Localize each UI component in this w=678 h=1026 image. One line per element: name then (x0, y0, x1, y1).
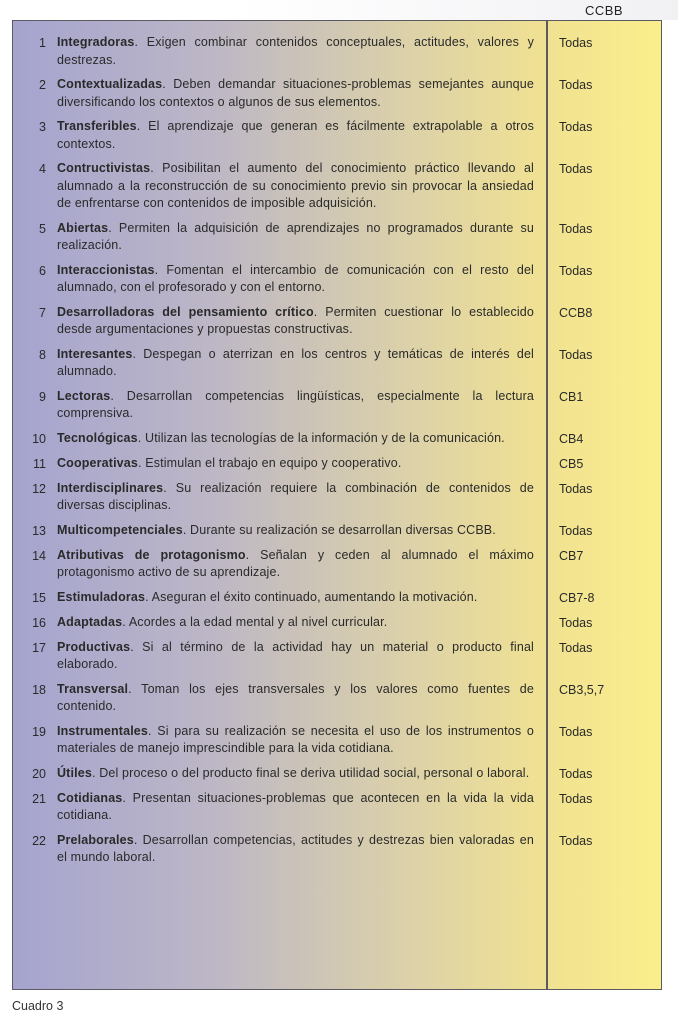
row-description (57, 455, 534, 473)
row-description (57, 832, 534, 867)
row-competence: Todas (559, 36, 593, 50)
row-number: 7 (39, 305, 46, 320)
row-term: Productivas (57, 639, 131, 654)
row-term: Abiertas (57, 220, 109, 235)
row-competence: CCB8 (559, 305, 593, 320)
row-description (57, 220, 534, 255)
row-text: . Despegan o aterrizan en los centros y temáticas de interés del alumnado. (57, 346, 534, 378)
row-text: . Utilizan las tecnologías de la información y de la comunicación. (137, 430, 505, 445)
row-number: 8 (39, 347, 46, 362)
row-competence: CB4 (559, 431, 584, 446)
row-description (57, 430, 534, 448)
row-competence: Todas (559, 523, 593, 538)
table-row (13, 790, 661, 825)
row-competence: Todas (559, 766, 593, 781)
table-row (13, 480, 661, 515)
row-term: Multicompetenciales (57, 522, 183, 537)
table-row (13, 522, 661, 540)
row-number: 17 (32, 640, 46, 655)
table-row (13, 614, 661, 632)
row-number: 12 (32, 481, 46, 496)
row-competence: Todas (559, 833, 593, 848)
row-number: 19 (32, 724, 46, 739)
row-number: 11 (33, 456, 46, 471)
ccbb-column-header: CCBB (584, 3, 624, 18)
table-row (13, 723, 661, 758)
row-competence: Todas (559, 78, 593, 92)
row-description (57, 547, 534, 582)
row-number: 16 (32, 615, 46, 630)
table-row (13, 160, 661, 213)
row-number: 6 (39, 263, 46, 278)
table-row (13, 346, 661, 381)
row-number: 20 (32, 766, 46, 781)
table-row (13, 262, 661, 297)
row-term: Transversal (57, 681, 129, 696)
row-term: Contructivistas (57, 161, 151, 175)
row-term: Prelaborales (57, 832, 134, 847)
row-description (57, 790, 534, 825)
table-row (13, 547, 661, 582)
row-description (57, 480, 534, 515)
row-text: . Durante su realización se desarrollan diversas CCBB. (182, 522, 496, 537)
row-term: Tecnológicas (57, 430, 138, 445)
row-text: . Toman los ejes transversales y los valores como fuentes de contenido. (57, 681, 534, 713)
table-row (13, 118, 661, 153)
row-text: . Aseguran el éxito continuado, aumentando la motivación. (145, 589, 478, 604)
row-term: Útiles (57, 765, 92, 780)
table-row (13, 76, 661, 111)
table-row (13, 681, 661, 716)
row-number: 13 (32, 523, 46, 538)
table-row (13, 765, 661, 783)
row-number: 2 (39, 78, 46, 92)
row-number: 5 (39, 221, 46, 236)
row-number: 14 (32, 548, 46, 563)
table-row (13, 304, 661, 339)
row-description (57, 723, 534, 758)
row-competence: Todas (559, 724, 593, 739)
row-number: 3 (39, 120, 46, 134)
row-text: . Si para su realización se necesita el uso de los instrumentos o materiales de manejo imprescindible para la vida cotidiana. (57, 723, 534, 755)
row-description (57, 304, 534, 339)
row-number: 1 (39, 36, 46, 50)
row-competence: Todas (559, 263, 593, 278)
row-description (57, 589, 534, 607)
row-number: 4 (39, 162, 46, 176)
table-caption: Cuadro 3 (12, 999, 64, 1013)
row-term: Lectoras (57, 388, 111, 403)
row-description (57, 522, 534, 540)
row-text: . El aprendizaje que generan es fácilmente extrapolable a otros contextos. (57, 119, 534, 151)
row-term: Transferibles (57, 119, 137, 133)
row-text: . Fomentan el intercambio de comunicación con el resto del alumnado, con el profesorado y con el entorno. (57, 262, 534, 294)
row-text: . Permiten la adquisición de aprendizajes no programados durante su realización. (57, 220, 534, 252)
row-text: . Su realización requiere la combinación de contenidos de diversas disciplinas. (57, 480, 534, 512)
row-term: Instrumentales (57, 723, 149, 738)
row-competence: Todas (559, 221, 593, 236)
row-term: Interesantes (57, 346, 133, 361)
row-text: . Estimulan el trabajo en equipo y cooperativo. (138, 455, 402, 470)
row-description (57, 262, 534, 297)
row-text: . Posibilitan el aumento del conocimiento práctico llevando al alumnado a la reconstrucción de su conocimiento previo sin provocar la ansiedad de enfrentarse con contenidos de imposible adquisición. (57, 161, 534, 210)
row-term: Integradoras (57, 35, 135, 49)
row-term: Cooperativas (57, 455, 138, 470)
table-row (13, 34, 661, 69)
row-text: . Permiten cuestionar lo establecido desde argumentaciones y propuestas constructivas. (57, 304, 534, 336)
row-term: Estimuladoras (57, 589, 146, 604)
table-row (13, 430, 661, 448)
row-term: Interdisciplinares (57, 480, 164, 495)
table-rows (13, 34, 661, 874)
row-text: . Si al término de la actividad hay un material o producto final elaborado. (57, 639, 534, 671)
row-term: Contextualizadas (57, 77, 163, 91)
row-description (57, 34, 534, 69)
row-term: Cotidianas (57, 790, 123, 805)
activities-table (12, 20, 662, 990)
row-description (57, 614, 534, 632)
row-text: . Deben demandar situaciones-problemas semejantes aunque diversificando los contextos o algunos de sus elementos. (57, 77, 534, 109)
row-competence: Todas (559, 120, 593, 134)
row-competence: Todas (559, 347, 593, 362)
row-text: . Presentan situaciones-problemas que acontecen en la vida la vida cotidiana. (57, 790, 534, 822)
row-description (57, 388, 534, 423)
row-competence: CB5 (559, 456, 584, 471)
table-row (13, 589, 661, 607)
row-description (57, 160, 534, 213)
table-row (13, 455, 661, 473)
row-description (57, 76, 534, 111)
table-row (13, 388, 661, 423)
row-description (57, 346, 534, 381)
row-competence: Todas (559, 640, 593, 655)
row-competence: Todas (559, 162, 593, 176)
row-number: 21 (32, 791, 46, 806)
row-text: . Señalan y ceden al alumnado el máximo protagonismo activo de su aprendizaje. (57, 547, 534, 579)
row-competence: CB7 (559, 548, 584, 563)
row-description (57, 639, 534, 674)
row-number: 10 (32, 431, 46, 446)
row-competence: Todas (559, 615, 593, 630)
row-term: Atributivas de protagonismo (57, 547, 246, 562)
row-term: Interaccionistas (57, 262, 155, 277)
row-description (57, 118, 534, 153)
row-text: . Desarrollan competencias lingüísticas, especialmente la lectura comprensiva. (57, 388, 534, 420)
row-text: . Exigen combinar contenidos conceptuales, actitudes, valores y destrezas. (57, 35, 534, 67)
row-term: Desarrolladoras del pensamiento crítico (57, 304, 314, 319)
row-number: 9 (39, 389, 46, 404)
table-row (13, 639, 661, 674)
row-number: 22 (32, 833, 46, 848)
row-competence: CB1 (559, 389, 584, 404)
row-text: . Del proceso o del producto final se deriva utilidad social, personal o laboral. (91, 765, 530, 780)
row-competence: Todas (559, 481, 593, 496)
row-text: . Desarrollan competencias, actitudes y destrezas bien valoradas en el mundo laboral. (57, 832, 534, 864)
row-description (57, 681, 534, 716)
table-row (13, 220, 661, 255)
row-number: 18 (32, 682, 46, 697)
row-number: 15 (32, 590, 46, 605)
row-term: Adaptadas (57, 614, 123, 629)
table-row (13, 832, 661, 867)
row-competence: CB7-8 (559, 590, 595, 605)
row-competence: Todas (559, 791, 593, 806)
row-competence: CB3,5,7 (559, 682, 605, 697)
row-description (57, 765, 534, 783)
row-text: . Acordes a la edad mental y al nivel curricular. (122, 614, 388, 629)
